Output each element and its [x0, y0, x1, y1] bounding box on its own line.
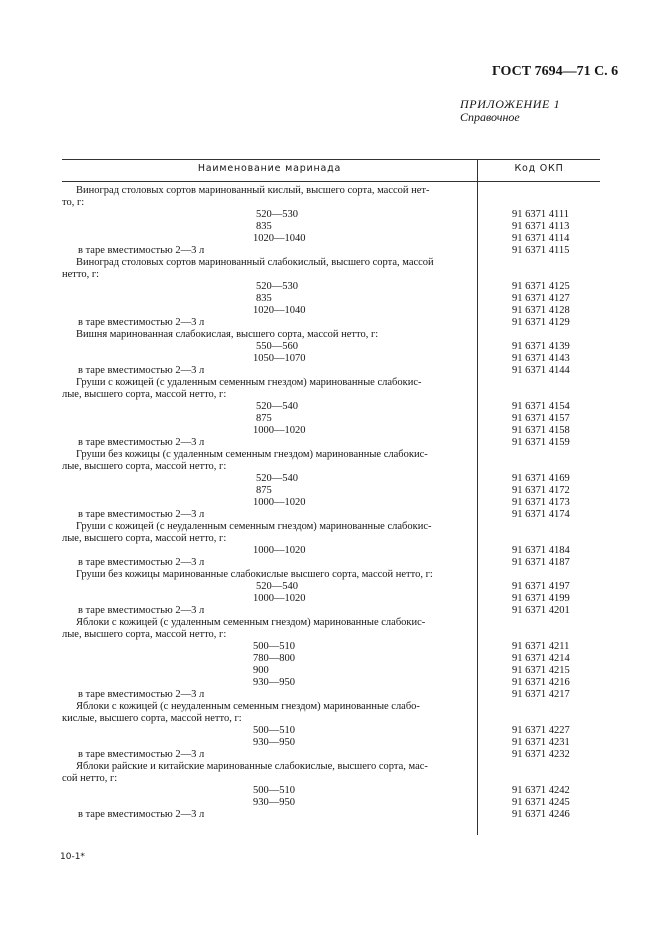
row-name: 1000—1020 [253, 593, 306, 604]
row-code: 91 6371 4125 [512, 281, 570, 292]
table-row [0, 593, 661, 605]
page-title: ГОСТ 7694—71 С. 6 [492, 64, 619, 79]
row-code: 91 6371 4173 [512, 497, 570, 508]
table-row [0, 485, 661, 497]
row-name: в таре вместимостью 2—3 л [78, 437, 205, 448]
row-name: 780—800 [253, 653, 295, 664]
table-row [0, 701, 661, 713]
table-row [0, 581, 661, 593]
table-row [0, 497, 661, 509]
row-name: 1000—1020 [253, 497, 306, 508]
row-name: 835 [256, 221, 272, 232]
row-name: в таре вместимостью 2—3 л [78, 809, 205, 820]
table-row [0, 545, 661, 557]
row-name: в таре вместимостью 2—3 л [78, 245, 205, 256]
row-code: 91 6371 4114 [512, 233, 570, 244]
table-row [0, 509, 661, 521]
row-name: Вишня маринованная слабокислая, высшего сорта, массой нетто, г: [76, 329, 379, 340]
row-code: 91 6371 4159 [512, 437, 570, 448]
table-row [0, 461, 661, 473]
table-row [0, 521, 661, 533]
table-row [0, 293, 661, 305]
column-header-name: Наименование маринада [197, 163, 342, 174]
table-row [0, 797, 661, 809]
table-row [0, 785, 661, 797]
row-code: 91 6371 4129 [512, 317, 570, 328]
table-header-rule [62, 181, 600, 182]
row-name: 930—950 [253, 797, 295, 808]
row-name: Груши с кожицей (с удаленным семенным гнездом) маринованные слабокис- [76, 377, 422, 388]
row-name: кислые, высшего сорта, массой нетто, г: [62, 713, 242, 724]
row-code: 91 6371 4157 [512, 413, 570, 424]
row-name: Яблоки с кожицей (с неудаленным семенным гнездом) маринованные слабо- [76, 701, 420, 712]
row-name: Груши без кожицы (с удаленным семенным гнездом) маринованные слабокис- [76, 449, 428, 460]
row-name: Груши с кожицей (с неудаленным семенным гнездом) маринованные слабокис- [76, 521, 432, 532]
row-name: 835 [256, 293, 272, 304]
row-name: Виноград столовых сортов маринованный кислый, высшего сорта, массой нет- [76, 185, 430, 196]
row-code: 91 6371 4201 [512, 605, 570, 616]
row-name: 875 [256, 413, 272, 424]
row-name: в таре вместимостью 2—3 л [78, 365, 205, 376]
table-row [0, 569, 661, 581]
row-code: 91 6371 4139 [512, 341, 570, 352]
row-code: 91 6371 4211 [512, 641, 570, 652]
row-name: 520—530 [256, 209, 298, 220]
row-name: 500—510 [253, 725, 295, 736]
row-name: 930—950 [253, 677, 295, 688]
table-row [0, 533, 661, 545]
row-name: 550—560 [256, 341, 298, 352]
table-row [0, 185, 661, 197]
column-header-code: Код ОКП [514, 163, 564, 174]
row-code: 91 6371 4197 [512, 581, 570, 592]
table-row [0, 389, 661, 401]
row-name: в таре вместимостью 2—3 л [78, 749, 205, 760]
table-row [0, 401, 661, 413]
table-row [0, 425, 661, 437]
row-code: 91 6371 4232 [512, 749, 570, 760]
row-code: 91 6371 4215 [512, 665, 570, 676]
row-code: 91 6371 4172 [512, 485, 570, 496]
row-code: 91 6371 4199 [512, 593, 570, 604]
row-code: 91 6371 4216 [512, 677, 570, 688]
row-name: 1000—1020 [253, 545, 306, 556]
table-row [0, 809, 661, 821]
row-name: Груши без кожицы маринованные слабокислые высшего сорта, массой нетто, г: [76, 569, 433, 580]
row-name: 500—510 [253, 785, 295, 796]
table-row [0, 377, 661, 389]
appendix-note: Справочное [460, 110, 520, 124]
row-name: Виноград столовых сортов маринованный слабокислый, высшего сорта, массой [76, 257, 434, 268]
row-name: лые, высшего сорта, массой нетто, г: [62, 629, 227, 640]
table-row [0, 413, 661, 425]
table-row [0, 737, 661, 749]
row-name: Яблоки с кожицей (с удаленным семенным гнездом) маринованные слабокис- [76, 617, 426, 628]
row-name: 1020—1040 [253, 305, 306, 316]
table-row [0, 749, 661, 761]
table-row [0, 725, 661, 737]
table-row [0, 641, 661, 653]
row-code: 91 6371 4169 [512, 473, 570, 484]
row-name: 875 [256, 485, 272, 496]
table-row [0, 317, 661, 329]
table-row [0, 341, 661, 353]
table-row [0, 689, 661, 701]
row-name: лые, высшего сорта, массой нетто, г: [62, 461, 227, 472]
table-row [0, 773, 661, 785]
table-row [0, 281, 661, 293]
row-code: 91 6371 4154 [512, 401, 570, 412]
table-row [0, 437, 661, 449]
table-row [0, 605, 661, 617]
table-row [0, 305, 661, 317]
table-row [0, 677, 661, 689]
row-name: сой нетто, г: [62, 773, 118, 784]
table-row [0, 713, 661, 725]
row-code: 91 6371 4245 [512, 797, 570, 808]
table-row [0, 269, 661, 281]
table-row [0, 449, 661, 461]
row-name: нетто, г: [62, 269, 100, 280]
row-name: то, г: [62, 197, 85, 208]
table-row [0, 557, 661, 569]
row-name: 500—510 [253, 641, 295, 652]
row-name: в таре вместимостью 2—3 л [78, 557, 205, 568]
row-name: 1000—1020 [253, 425, 306, 436]
row-code: 91 6371 4128 [512, 305, 570, 316]
table-row [0, 233, 661, 245]
row-name: 520—540 [256, 401, 298, 412]
table-row [0, 653, 661, 665]
row-code: 91 6371 4174 [512, 509, 570, 520]
row-name: Яблоки райские и китайские маринованные слабокислые, высшего сорта, мас- [76, 761, 428, 772]
row-code: 91 6371 4184 [512, 545, 570, 556]
table-top-rule [62, 159, 600, 160]
table-row [0, 353, 661, 365]
row-code: 91 6371 4242 [512, 785, 570, 796]
row-code: 91 6371 4187 [512, 557, 570, 568]
table-row [0, 221, 661, 233]
appendix-heading [460, 98, 590, 124]
row-name: 900 [253, 665, 269, 676]
row-name: лые, высшего сорта, массой нетто, г: [62, 533, 227, 544]
row-code: 91 6371 4113 [512, 221, 570, 232]
table-row [0, 761, 661, 773]
row-code: 91 6371 4246 [512, 809, 570, 820]
row-code: 91 6371 4214 [512, 653, 570, 664]
table-row [0, 473, 661, 485]
row-code: 91 6371 4227 [512, 725, 570, 736]
table-row [0, 629, 661, 641]
table-row [0, 617, 661, 629]
row-name: 520—530 [256, 281, 298, 292]
appendix-label: ПРИЛОЖЕНИЕ 1 [460, 97, 561, 111]
table-row [0, 197, 661, 209]
row-name: в таре вместимостью 2—3 л [78, 317, 205, 328]
row-name: 520—540 [256, 473, 298, 484]
row-code: 91 6371 4231 [512, 737, 570, 748]
row-name: 520—540 [256, 581, 298, 592]
row-code: 91 6371 4158 [512, 425, 570, 436]
table-row [0, 209, 661, 221]
row-code: 91 6371 4111 [512, 209, 569, 220]
row-code: 91 6371 4144 [512, 365, 570, 376]
footer-mark: 10-1* [60, 852, 85, 862]
table-row [0, 365, 661, 377]
row-name: лые, высшего сорта, массой нетто, г: [62, 389, 227, 400]
row-code: 91 6371 4143 [512, 353, 570, 364]
table-row [0, 665, 661, 677]
row-name: 930—950 [253, 737, 295, 748]
row-code: 91 6371 4115 [512, 245, 570, 256]
row-code: 91 6371 4127 [512, 293, 570, 304]
row-name: 1020—1040 [253, 233, 306, 244]
table-row [0, 257, 661, 269]
table-row [0, 245, 661, 257]
table-row [0, 329, 661, 341]
row-name: в таре вместимостью 2—3 л [78, 605, 205, 616]
row-name: в таре вместимостью 2—3 л [78, 509, 205, 520]
row-name: 1050—1070 [253, 353, 306, 364]
row-code: 91 6371 4217 [512, 689, 570, 700]
row-name: в таре вместимостью 2—3 л [78, 689, 205, 700]
